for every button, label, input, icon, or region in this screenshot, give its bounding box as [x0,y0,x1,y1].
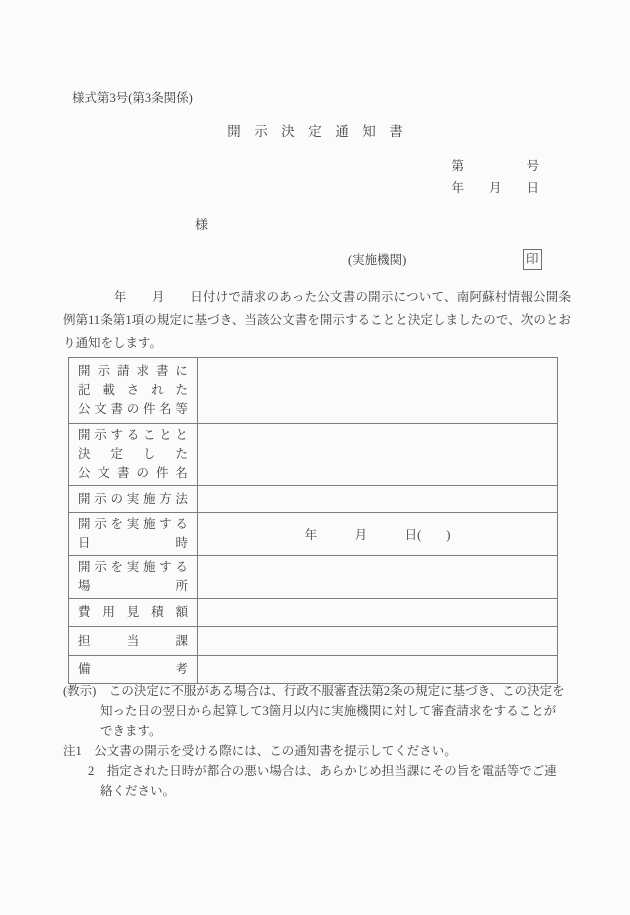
row-label-line: 開 示 を 実 施 す る [78,560,188,574]
row-value [198,599,558,627]
document-number-block [451,155,539,199]
row-label-line: 記 載 さ れ た [78,383,188,397]
row-label [69,513,198,556]
row-label [69,599,198,627]
row-label-line: 費 用 見 積 額 [78,605,188,619]
table-row-estimated-cost [69,599,558,627]
table-row-requested-document-title [69,358,558,424]
row-label-line: 決 定 し た [78,447,188,461]
row-label-line: 開 示 す る こ と と [78,428,188,442]
row-value [198,424,558,486]
row-value [198,627,558,656]
row-label-line: 備 考 [78,662,188,676]
note-2: 2 指定された日時が都合の悪い場合は、あらかじめ担当課にその旨を電話等でご連絡ください。 [88,764,557,798]
row-label-line: 開 示 を 実 施 す る [78,517,188,531]
form-number: 様式第3号(第3条関係) [72,91,193,105]
row-label-line: 開 示 請 求 書 に [78,364,188,378]
note-1: 注1 公文書の開示を受ける際には、この通知書を提示してください。 [63,744,457,758]
table-row-responsible-section [69,627,558,656]
row-label [69,627,198,656]
row-label [69,656,198,684]
row-label-line: 公 文 書 の 件 名 等 [78,402,188,416]
official-seal-mark: 印 [523,249,542,270]
row-value [198,358,558,424]
addressee-suffix: 様 [195,217,209,232]
row-label [69,556,198,599]
row-label-line: 日 時 [78,536,188,550]
row-value [198,556,558,599]
row-label-line: 開 示 の 実 施 方 法 [78,491,188,506]
table-row-decided-document-title [69,424,558,486]
document-date-line: 年 月 日 [451,181,539,195]
table-row-remarks [69,656,558,684]
implementing-agency-label: (実施機関) [348,253,407,267]
row-label [69,486,198,513]
body-paragraph: 年 月 日付けで請求のあった公文書の開示について、南阿蘇村情報公開条例第11条第1項の規定に基づき、当該公文書を開示することと決定しましたので、次のとおり通知をします。 [63,290,571,350]
row-label [69,358,198,424]
row-value [198,486,558,513]
document-title: 開 示 決 定 通 知 書 [227,124,403,139]
appeal-instruction-note: (教示) この決定に不服がある場合は、行政不服審査法第2条の規定に基づき、この決定を知った日の翌日から起算して3箇月以内に実施機関に対して審査請求をすることができます。 [63,684,565,738]
table-row-disclosure-datetime [69,513,558,556]
row-value: 年 月 日( ) [198,513,558,556]
row-label-line: 場 所 [78,579,188,593]
row-label [69,424,198,486]
row-label-line: 担 当 課 [78,633,188,648]
disclosure-details-table [68,357,558,684]
table-row-disclosure-place [69,556,558,599]
row-value [198,656,558,684]
footer-notes [63,681,567,801]
table-row-disclosure-method [69,486,558,513]
document-number-line: 第 号 [451,159,539,173]
row-label-line: 公 文 書 の 件 名 [78,466,188,480]
